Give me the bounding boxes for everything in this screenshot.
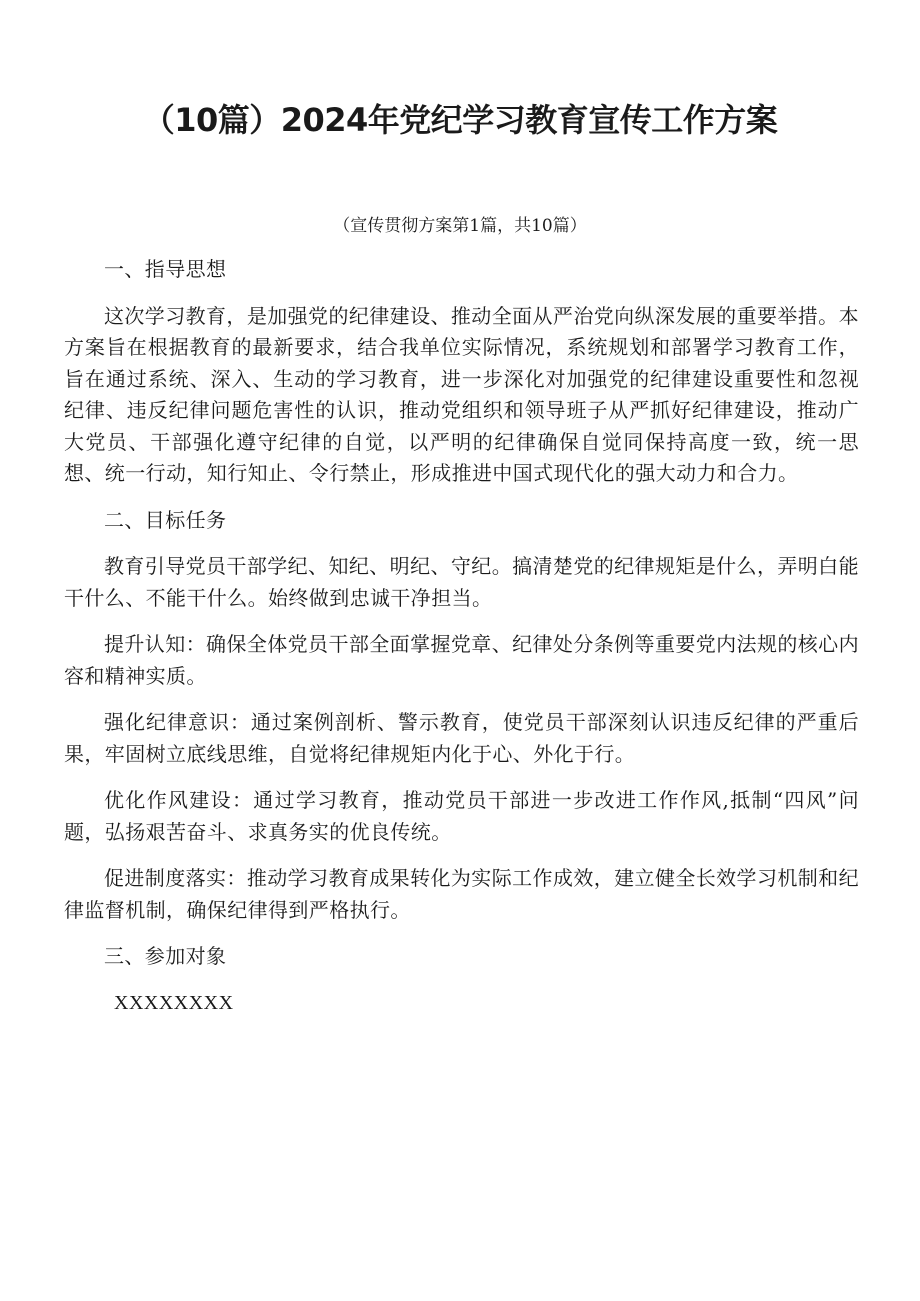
paragraph: 教育引导党员干部学纪、知纪、明纪、守纪。搞清楚党的纪律规矩是什么，弄明白能干什么、不能干什么。始终做到忠诚干净担当。: [64, 554, 859, 610]
section-heading-guiding-thought: 一、指导思想: [104, 257, 227, 281]
section-goals-paragraph-4: [64, 785, 859, 863]
paragraph: 促进制度落实：推动学习教育成果转化为实际工作成效，建立健全长效学习机制和纪律监督机制，确保纪律得到严格执行。: [64, 866, 859, 922]
document-body: [64, 254, 859, 1019]
section-goals-paragraph-5: [64, 863, 859, 941]
participants-placeholder: XXXXXXXX: [114, 991, 234, 1014]
paragraph: 提升认知：确保全体党员干部全面掌握党章、纪律处分条例等重要党内法规的核心内容和精神实质。: [64, 632, 859, 688]
section-goals-paragraph-3: [64, 707, 859, 785]
section-goals-paragraph-2: [64, 629, 859, 707]
section-guiding-thought: [64, 301, 859, 505]
paragraph: 优化作风建设：通过学习教育，推动党员干部进一步改进工作作风,抵制“四风”问题，弘扬艰苦奋斗、求真务实的优良传统。: [64, 788, 859, 844]
section-heading-goals: 二、目标任务: [104, 507, 227, 532]
document-subtitle: （宣传贯彻方案第1篇，共10篇）: [333, 216, 587, 236]
section-heading-participants: 三、参加对象: [104, 944, 227, 968]
document-title: （10篇）2024年党纪学习教育宣传工作方案: [142, 101, 778, 139]
paragraph: 这次学习教育，是加强党的纪律建设、推动全面从严治党向纵深发展的重要举措。本方案旨在根据教育的最新要求，结合我单位实际情况，系统规划和部署学习教育工作，旨在通过系统、深入、生动的学习教育，进一步深化对加强党的纪律建设重要性和忽视纪律、违反纪律问题危害性的认识，推动党组织和领导班子从严抓好纪律建设，推动广大党员、干部强化遵守纪律的自觉，以严明的纪律确保自觉同保持高度一致，统一思想、统一行动，知行知止、令行禁止，形成推进中国式现代化的强大动力和合力。: [64, 303, 859, 485]
section-goals-paragraph-1: [64, 551, 859, 629]
paragraph: 强化纪律意识：通过案例剖析、警示教育，使党员干部深刻认识违反纪律的严重后果，牢固树立底线思维，自觉将纪律规矩内化于心、外化于行。: [64, 710, 859, 766]
